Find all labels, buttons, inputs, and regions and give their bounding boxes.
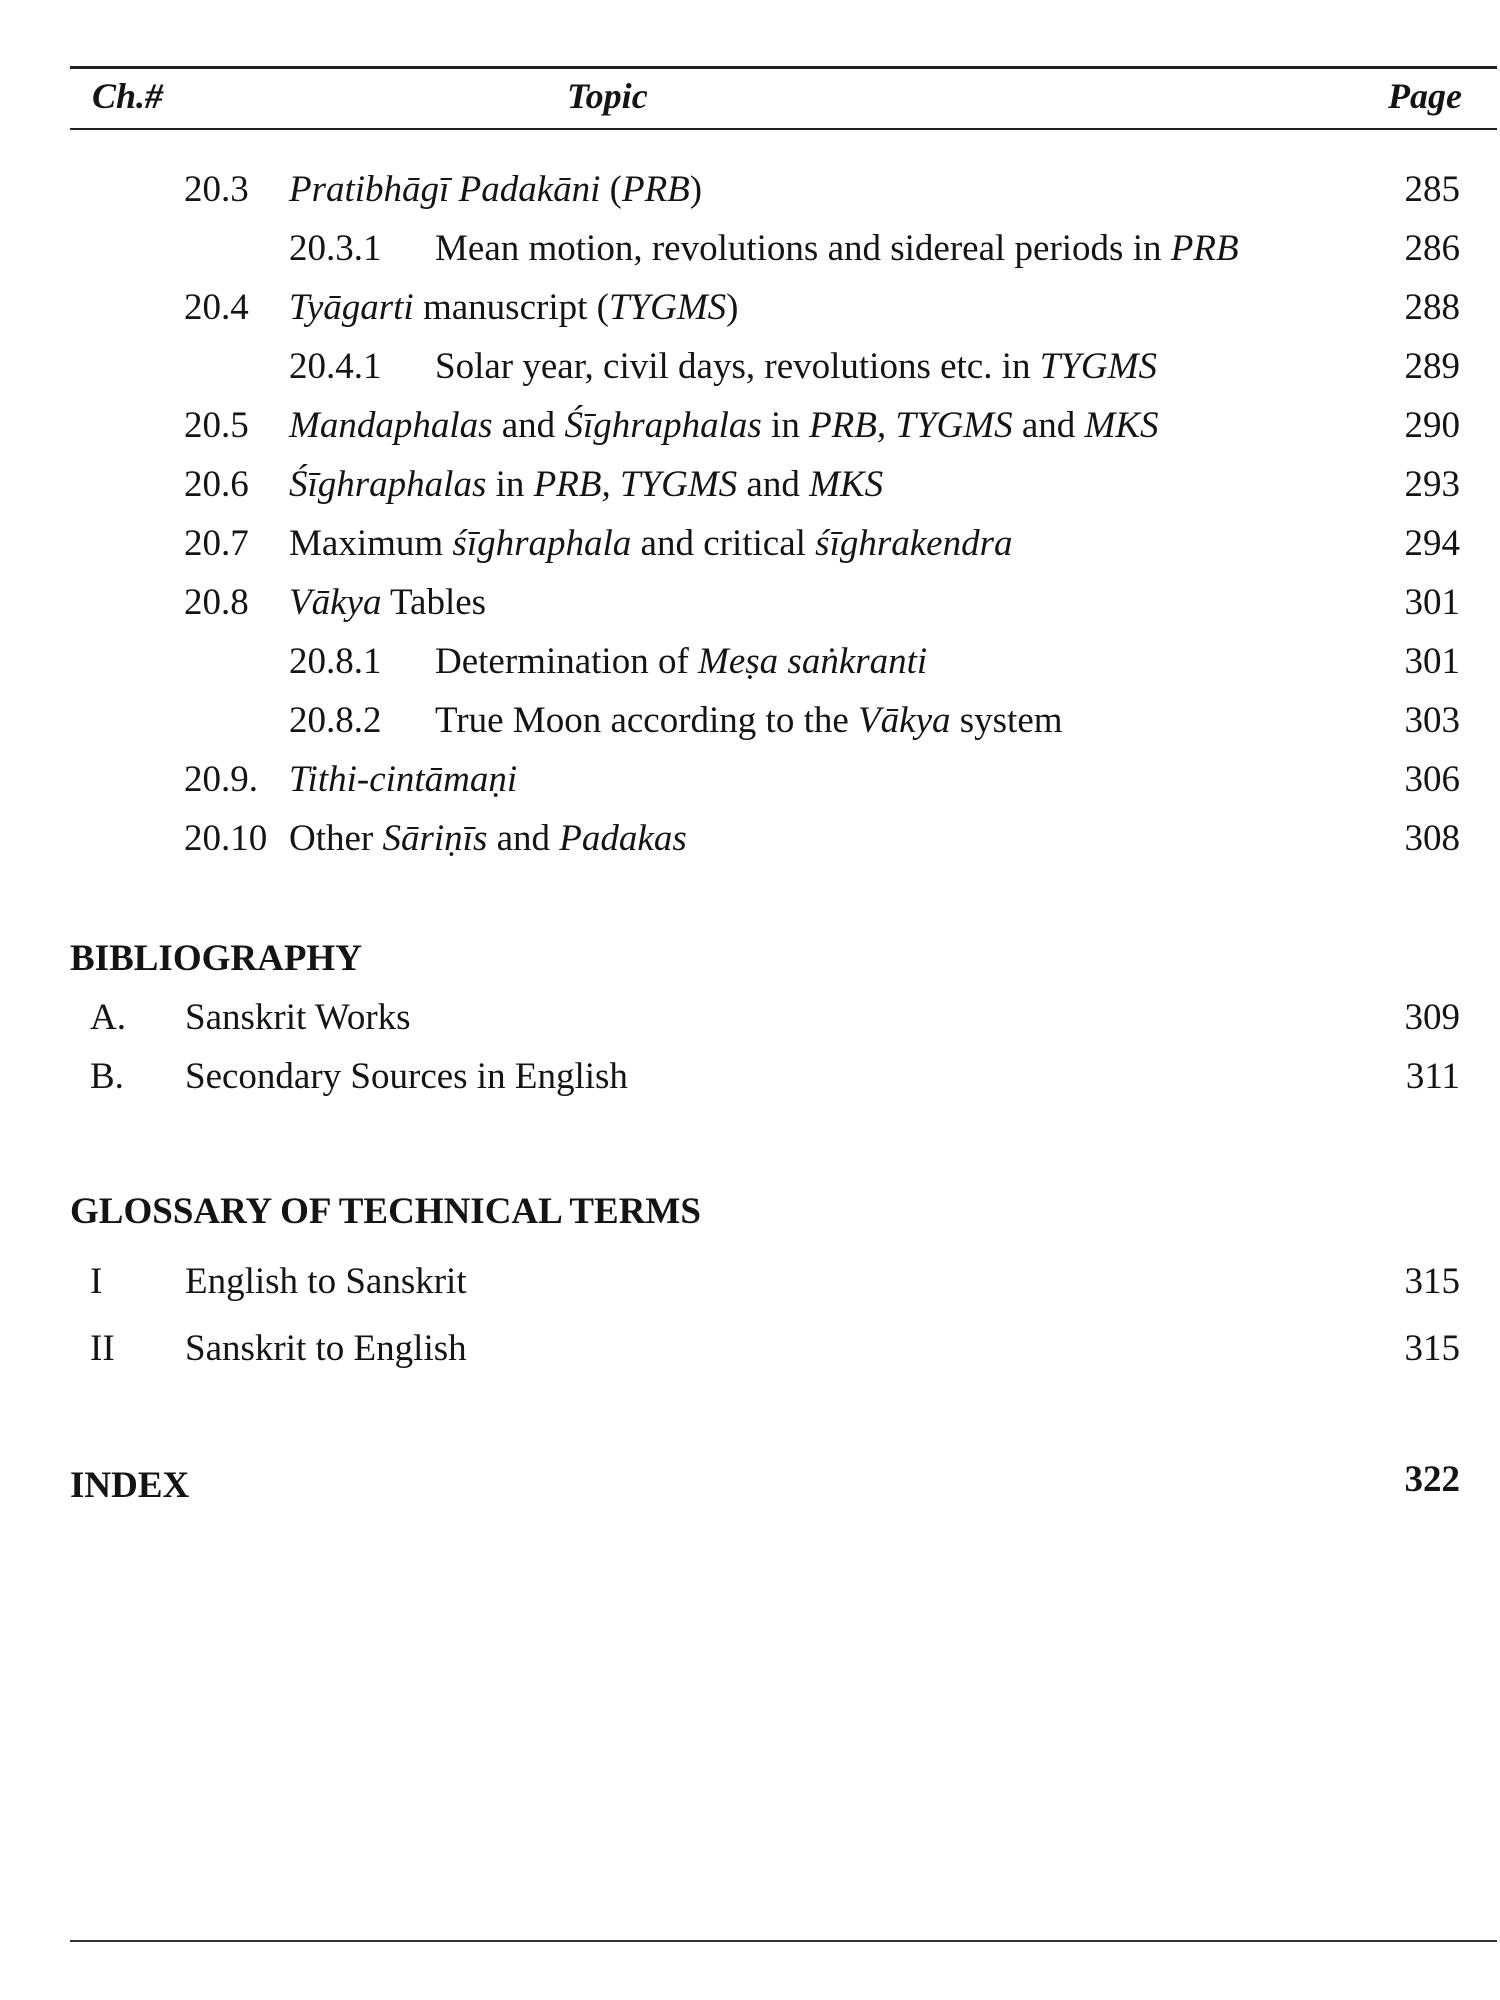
entry-page: 285 (1404, 169, 1460, 210)
entry-number: 20.6 (184, 464, 249, 505)
index-page: 322 (1404, 1459, 1460, 1500)
toc-entry-20-4-1[interactable] (0, 343, 1500, 391)
toc-entry-20-8[interactable] (0, 579, 1500, 627)
entry-title: English to Sanskrit (185, 1261, 467, 1302)
entry-page: 294 (1404, 523, 1460, 564)
toc-entry-20-10[interactable] (0, 815, 1500, 863)
entry-title: Other Sāriṇīs and Padakas (289, 818, 687, 859)
entry-page: 301 (1404, 582, 1460, 623)
entry-number: II (90, 1328, 115, 1369)
bibliography-item-a[interactable] (0, 994, 1500, 1042)
entry-title: Tithi-cintāmaṇi (289, 759, 518, 800)
entry-title: Sanskrit Works (185, 997, 411, 1038)
entry-title: Determination of Meṣa saṅkranti (435, 641, 928, 682)
entry-title: Secondary Sources in English (185, 1056, 628, 1097)
bottom-rule (70, 1940, 1497, 1942)
entry-number: 20.4 (184, 287, 249, 328)
entry-page: 315 (1404, 1328, 1460, 1369)
entry-number: I (90, 1261, 103, 1302)
entry-number: 20.8.1 (289, 641, 382, 682)
entry-page: 301 (1404, 641, 1460, 682)
entry-page: 315 (1404, 1261, 1460, 1302)
entry-page: 311 (1405, 1056, 1460, 1097)
entry-page: 288 (1404, 287, 1460, 328)
entry-number: 20.10 (184, 818, 268, 859)
entry-title: True Moon according to the Vākya system (435, 700, 1063, 741)
glossary-heading: GLOSSARY OF TECHNICAL TERMS (70, 1191, 701, 1232)
entry-number: 20.8.2 (289, 700, 382, 741)
bibliography-item-b[interactable] (0, 1053, 1500, 1101)
top-rule (70, 66, 1497, 69)
toc-entry-20-8-1[interactable] (0, 638, 1500, 686)
glossary-item-1[interactable] (0, 1258, 1500, 1306)
glossary-item-2[interactable] (0, 1325, 1500, 1373)
entry-page: 289 (1404, 346, 1460, 387)
entry-title: Vākya Tables (289, 582, 487, 623)
header-rule (70, 128, 1497, 130)
entry-number: 20.7 (184, 523, 249, 564)
header-chapter: Ch.# (92, 76, 164, 116)
toc-entry-20-9[interactable] (0, 756, 1500, 804)
entry-number: B. (90, 1056, 124, 1097)
entry-title: Mandaphalas and Śīghraphalas in PRB, TYGMS and MKS (289, 405, 1159, 446)
index-heading[interactable]: INDEX (70, 1465, 190, 1506)
toc-entry-20-7[interactable] (0, 520, 1500, 568)
bibliography-heading: BIBLIOGRAPHY (70, 938, 362, 979)
entry-number: A. (90, 997, 126, 1038)
entry-number: 20.4.1 (289, 346, 382, 387)
entry-page: 290 (1404, 405, 1460, 446)
header-topic: Topic (567, 76, 648, 116)
entry-page: 308 (1404, 818, 1460, 859)
entry-title: Sanskrit to English (185, 1328, 467, 1369)
entry-title: Solar year, civil days, revolutions etc. in TYGMS (435, 346, 1157, 387)
entry-title: Mean motion, revolutions and sidereal periods in PRB (435, 228, 1239, 269)
entry-title: Śīghraphalas in PRB, TYGMS and MKS (289, 464, 884, 505)
entry-number: 20.8 (184, 582, 249, 623)
entry-page: 286 (1404, 228, 1460, 269)
entry-page: 309 (1404, 997, 1460, 1038)
toc-entry-20-3[interactable] (0, 166, 1500, 214)
toc-entry-20-6[interactable] (0, 461, 1500, 509)
toc-entry-20-4[interactable] (0, 284, 1500, 332)
entry-title: Tyāgarti manuscript (TYGMS) (289, 287, 739, 328)
entry-page: 306 (1404, 759, 1460, 800)
entry-title: Maximum śīghraphala and critical śīghrakendra (289, 523, 1013, 564)
entry-page: 303 (1404, 700, 1460, 741)
entry-number: 20.3.1 (289, 228, 382, 269)
entry-number: 20.5 (184, 405, 249, 446)
header-page: Page (1388, 76, 1462, 116)
entry-number: 20.9. (184, 759, 258, 800)
toc-entry-20-3-1[interactable] (0, 225, 1500, 273)
toc-entry-20-8-2[interactable] (0, 697, 1500, 745)
entry-title: Pratibhāgī Padakāni (PRB) (289, 169, 703, 210)
entry-number: 20.3 (184, 169, 249, 210)
toc-entry-20-5[interactable] (0, 402, 1500, 450)
entry-page: 293 (1404, 464, 1460, 505)
